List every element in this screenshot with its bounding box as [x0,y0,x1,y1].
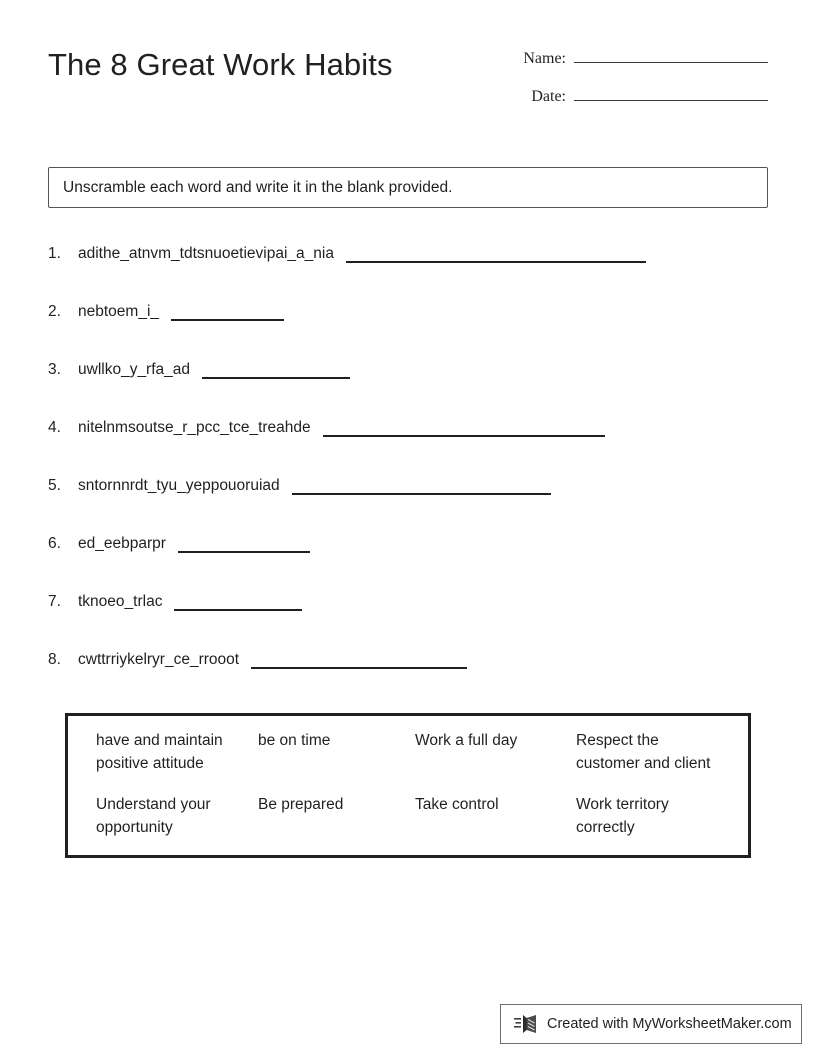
answer-blank[interactable] [174,608,302,611]
name-date-block [496,48,768,124]
date-input-line[interactable] [574,86,768,101]
problem-row [48,301,768,359]
problem-number: 2. [48,303,61,320]
problem-number: 4. [48,419,61,436]
scrambled-word: sntornnrdt_tyu_yeppouoruiad [78,477,280,494]
problem-number: 8. [48,651,61,668]
date-label: Date: [531,88,566,105]
instruction-box [48,167,768,208]
answer-blank[interactable] [323,434,605,437]
answer-blank[interactable] [346,260,646,263]
scrambled-word: adithe_atnvm_tdtsnuoetievipai_a_nia [78,245,334,262]
word-bank-item: Be prepared [258,796,344,813]
problem-list [48,243,768,707]
answer-blank[interactable] [178,550,310,553]
footer-text: Created with MyWorksheetMaker.com [547,1016,792,1032]
worksheet-header [48,44,768,124]
word-bank-row [68,730,748,775]
name-input-line[interactable] [574,48,768,63]
word-bank-item: have and maintain positive attitude [96,732,223,772]
problem-number: 6. [48,535,61,552]
scrambled-word: nitelnmsoutse_r_pcc_tce_treahde [78,419,311,436]
problem-row [48,475,768,533]
problem-row [48,533,768,591]
word-bank-item: be on time [258,732,331,749]
word-bank-item: Work territory correctly [576,796,669,836]
scrambled-word: cwttrriykelryr_ce_rrooot [78,651,240,668]
name-field-row [496,48,768,86]
problem-row [48,243,768,301]
word-bank-item: Work a full day [415,732,518,749]
date-field-row [496,86,768,124]
answer-blank[interactable] [171,318,284,321]
word-bank-item: Respect the customer and client [576,732,711,772]
scrambled-word: tknoeo_trlac [78,593,163,610]
answer-blank[interactable] [292,492,551,495]
worksheet-maker-logo-icon [514,1013,540,1035]
word-bank-row [68,794,748,839]
problem-row [48,359,768,417]
problem-number: 1. [48,245,61,262]
page-title: The 8 Great Work Habits [48,47,393,82]
problem-number: 3. [48,361,61,378]
problem-row [48,417,768,475]
word-bank-item: Understand your opportunity [96,796,211,836]
word-bank-item: Take control [415,796,499,813]
name-label: Name: [523,50,566,67]
problem-row [48,591,768,649]
word-bank [65,713,751,858]
footer-badge[interactable] [500,1004,802,1044]
problem-number: 5. [48,477,61,494]
scrambled-word: ed_eebparpr [78,535,166,552]
scrambled-word: nebtoem_i_ [78,303,160,320]
problem-number: 7. [48,593,61,610]
answer-blank[interactable] [251,666,467,669]
answer-blank[interactable] [202,376,350,379]
instruction-text: Unscramble each word and write it in the blank provided. [63,178,453,196]
problem-row [48,649,768,707]
scrambled-word: uwllko_y_rfa_ad [78,361,191,378]
